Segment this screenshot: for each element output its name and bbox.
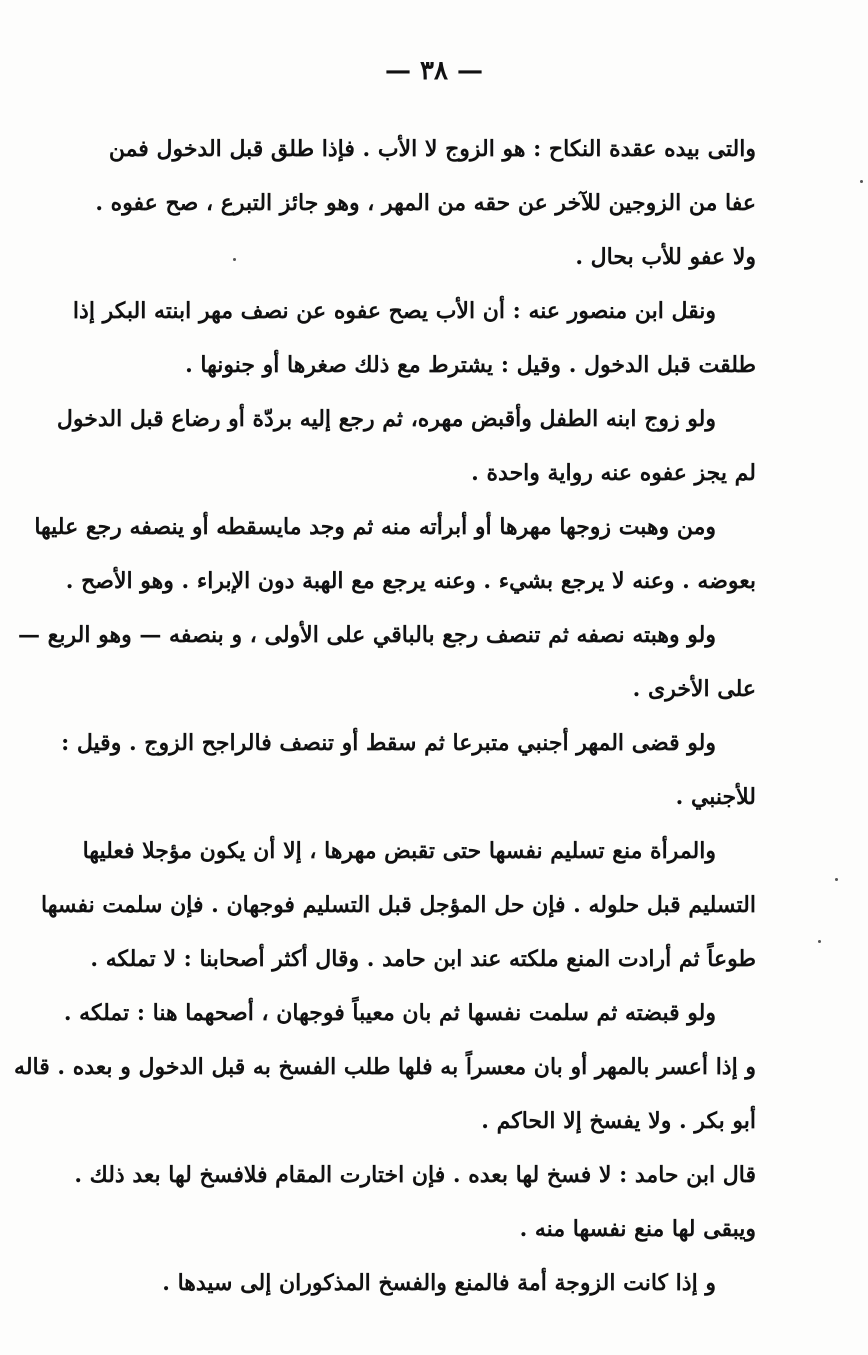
text-line: ولو زوج ابنه الطفل وأقبض مهره، ثم رجع إليه بردّة أو رضاع قبل الدخول: [56, 406, 716, 432]
text-line: ويبقى لها منع نفسها منه .: [519, 1216, 756, 1242]
text-line: لم يجز عفوه عنه رواية واحدة .: [471, 460, 756, 486]
text-line: أبو بكر . ولا يفسخ إلا الحاكم .: [481, 1108, 756, 1134]
text-line: ولو قضى المهر أجنبي متبرعا ثم سقط أو تنصف فالراجح الزوج . وقيل :: [61, 730, 716, 756]
scan-speck: [860, 180, 863, 183]
text-line: طلقت قبل الدخول . وقيل : يشترط مع ذلك صغرها أو جنونها .: [185, 352, 756, 378]
text-line: ومن وهبت زوجها مهرها أو أبرأته منه ثم وجد مايسقطه أو ينصفه رجع عليها: [34, 514, 716, 540]
text-line: التسليم قبل حلوله . فإن حل المؤجل قبل التسليم فوجهان . فإن سلمت نفسها: [41, 892, 756, 918]
text-line: ولو وهبته نصفه ثم تنصف رجع بالباقي على الأولى ، و بنصفه — وهو الربع —: [18, 622, 716, 648]
text-line: للأجنبي .: [675, 784, 756, 810]
text-line: قال ابن حامد : لا فسخ لها بعده . فإن اختارت المقام فلافسخ لها بعد ذلك .: [74, 1162, 756, 1188]
body-text: [14, 122, 756, 1310]
text-line: والتى بيده عقدة النكاح : هو الزوج لا الأب . فإذا طلق قبل الدخول فمن: [108, 136, 756, 162]
text-line: و إذا أعسر بالمهر أو بان معسراً به فلها طلب الفسخ به قبل الدخول و بعده . قاله: [14, 1054, 756, 1080]
text-line: طوعاً ثم أرادت المنع ملكته عند ابن حامد . وقال أكثر أصحابنا : لا تملكه .: [90, 946, 756, 972]
text-line: و إذا كانت الزوجة أمة فالمنع والفسخ المذكوران إلى سيدها .: [162, 1270, 716, 1296]
text-line: بعوضه . وعنه لا يرجع بشيء . وعنه يرجع مع الهبة دون الإبراء . وهو الأصح .: [65, 568, 756, 594]
scan-speck: [818, 940, 821, 943]
text-line: ولو قبضته ثم سلمت نفسها ثم بان معيباً فوجهان ، أصحهما هنا : تملكه .: [63, 1000, 716, 1026]
page-number: — ٣٨ —: [384, 56, 484, 86]
text-line: ولا عفو للأب بحال .: [575, 244, 756, 270]
scan-speck: [233, 258, 236, 261]
text-line: على الأخرى .: [632, 676, 756, 702]
text-line: والمرأة منع تسليم نفسها حتى تقبض مهرها ، إلا أن يكون مؤجلا فعليها: [82, 838, 716, 864]
text-line: عفا من الزوجين للآخر عن حقه من المهر ، وهو جائز التبرع ، صح عفوه .: [95, 190, 756, 216]
scan-speck: [835, 878, 838, 881]
text-line: ونقل ابن منصور عنه : أن الأب يصح عفوه عن نصف مهر ابنته البكر إذا: [72, 298, 716, 324]
